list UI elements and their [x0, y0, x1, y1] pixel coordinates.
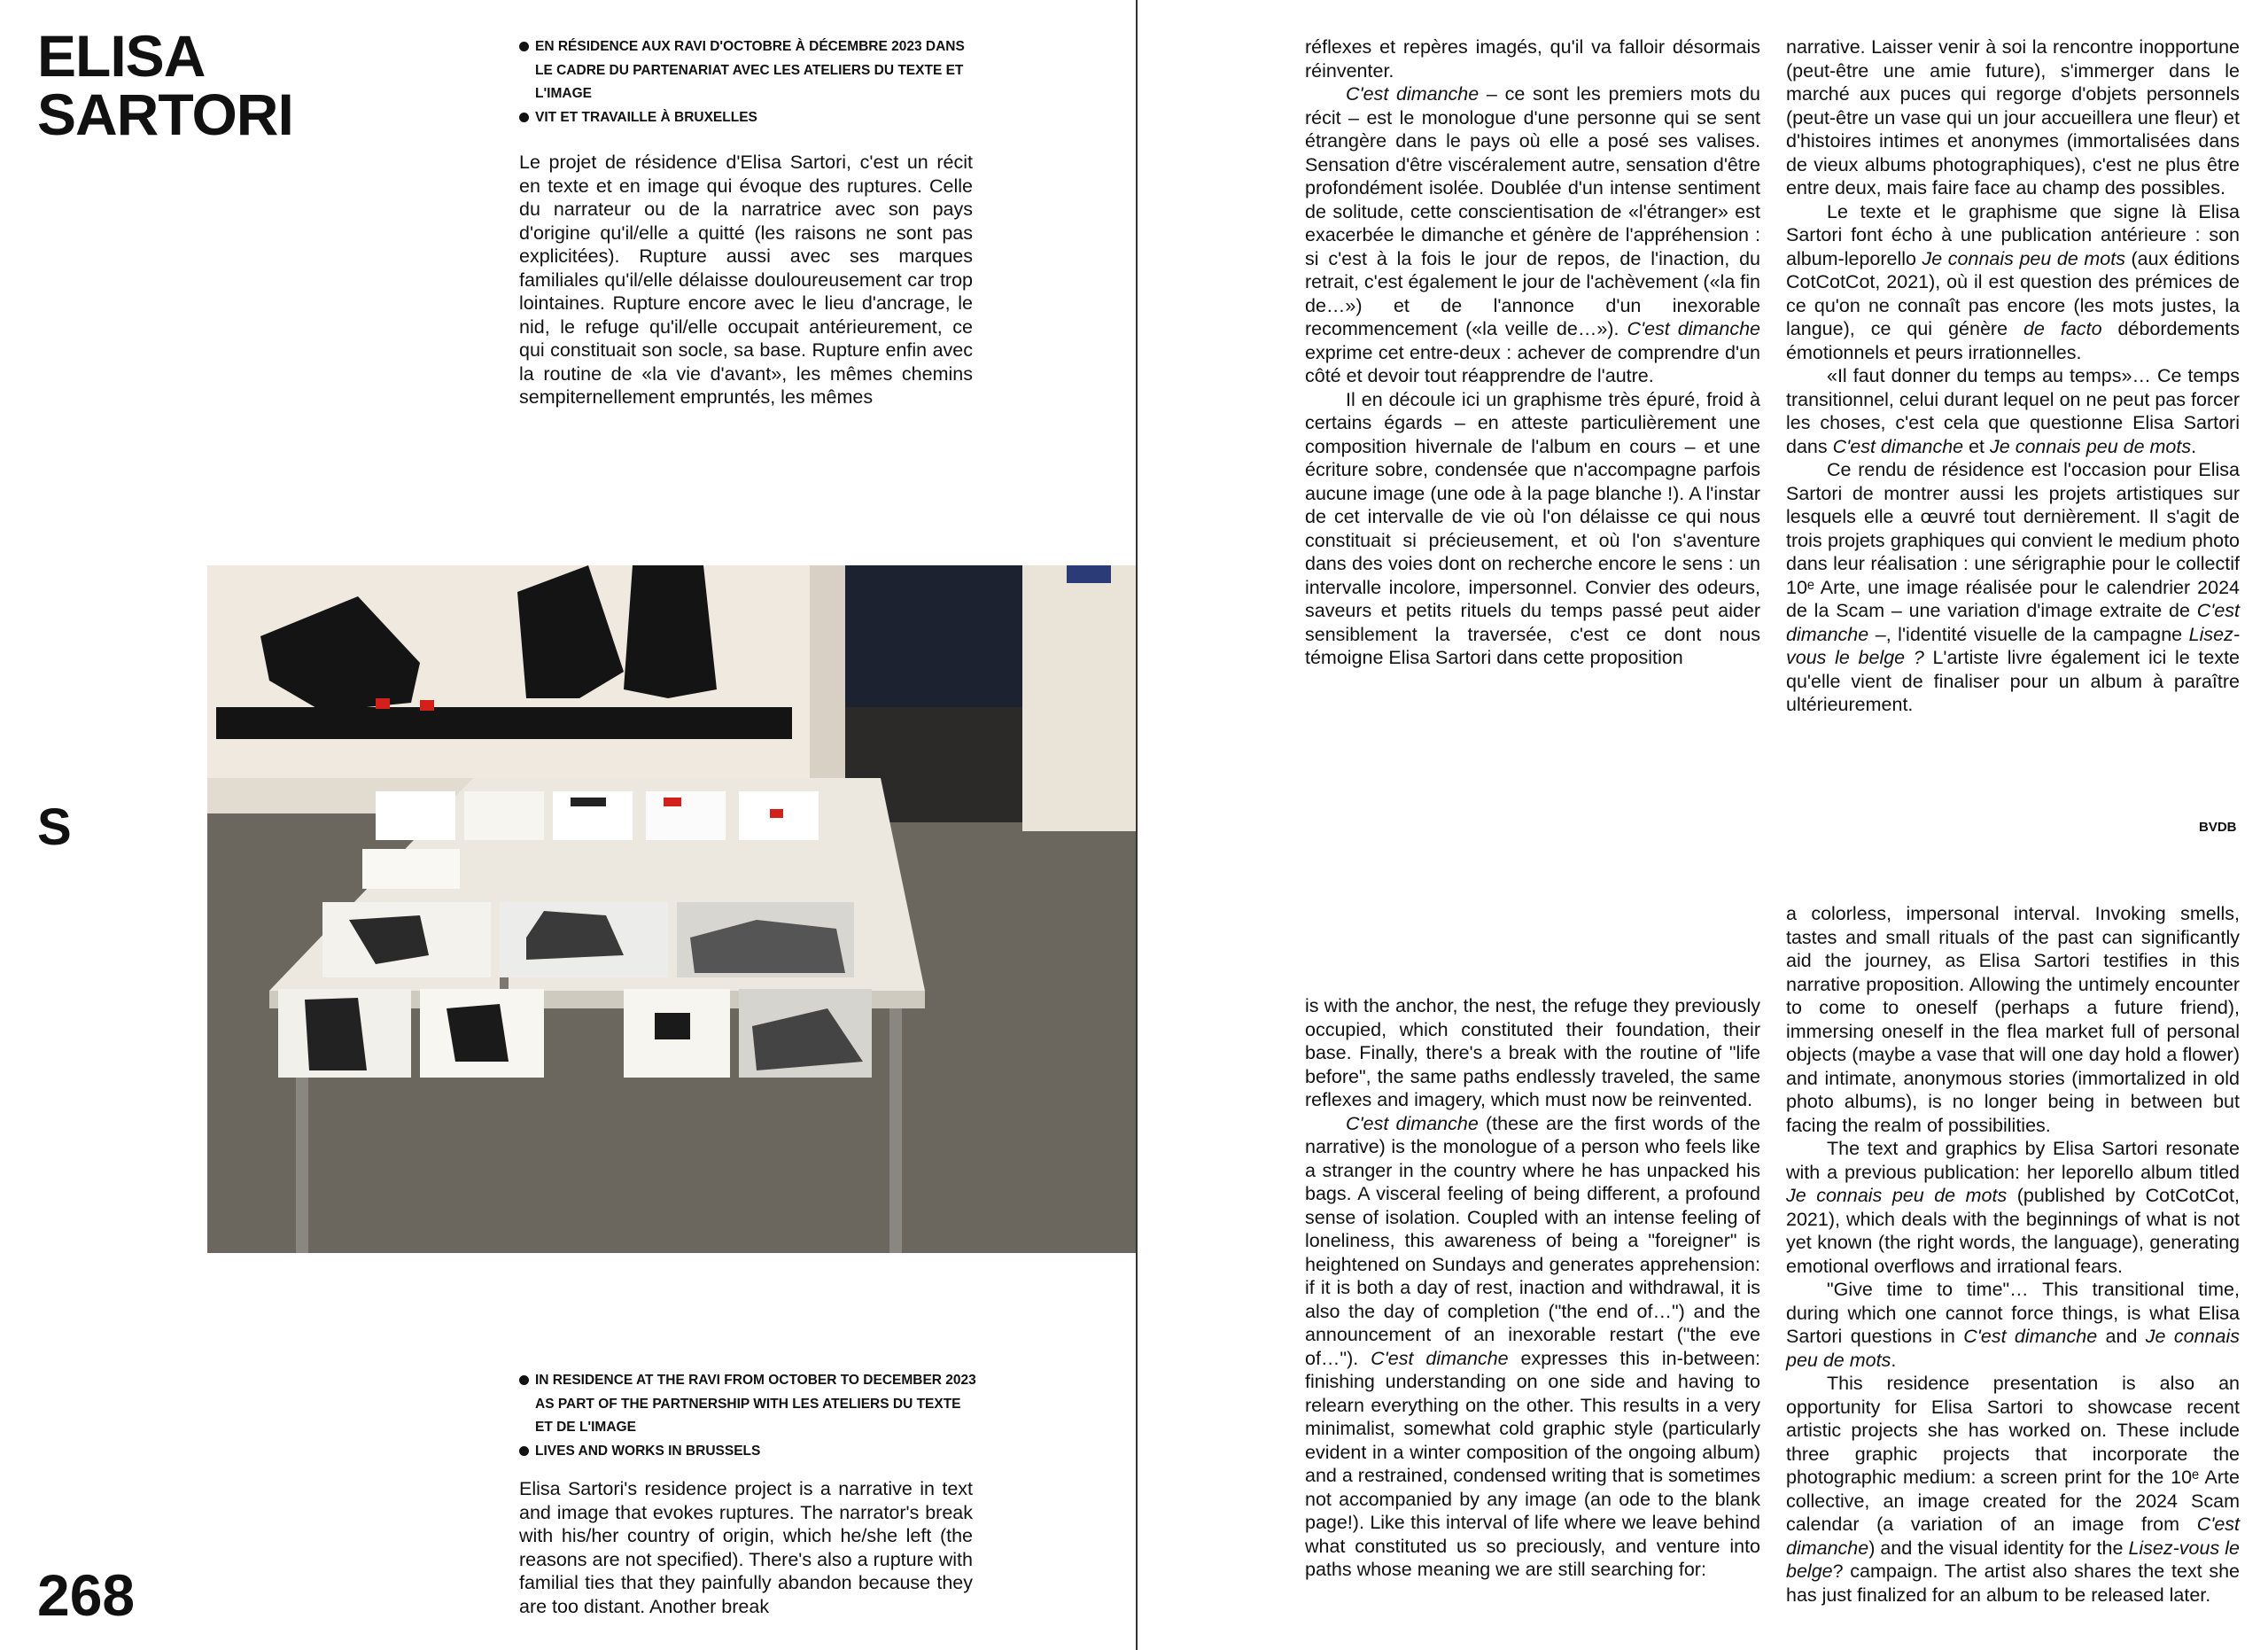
fr-col4-p4b: –, l'identité visuelle de la campagne: [1868, 623, 2189, 645]
author-name-line2: SARTORI: [37, 82, 293, 147]
author-name-line1: ELISA: [37, 23, 206, 89]
en-col4-p2a: The text and graphics by Elisa Sartori resonate with a previous publication: her leporello album titled: [1786, 1138, 2240, 1183]
term-de-facto: de facto: [2023, 318, 2102, 339]
page-number: 268: [37, 1562, 136, 1628]
fr-col3-paragraph-1: réflexes et repères imagés, qu'il va falloir désormais réinventer.: [1305, 36, 1760, 82]
title-je-connais: Je connais peu de mots: [1786, 1185, 2008, 1206]
fr-col3-p2-text: – ce sont les premiers mots du récit – est le monologue d'une personne qui se sent étrangère dans le pays où elle a posé ses valises. Sensation d'être viscéralement autre, sensation d'être profondément isolée. Doublée d'un intense sentiment de solitude, cette conscientisation de «l'étranger» est exacerbée le dimanche et génère de l'appréhension : si c'est à la fois le jour de repos, de l'inaction, du retrait, c'est également le jour de l'achèvement («la fin de…») et de l'annonce d'un inexorable recommencement («la veille de…»).: [1305, 83, 1760, 339]
title-cest-dimanche: C'est dimanche: [1346, 83, 1480, 105]
title-cest-dimanche: C'est dimanche: [1786, 600, 2240, 645]
en-col4-p3a: "Give time to time"… This transitional time, during which one cannot force things, is what Elisa Sartori questions in: [1786, 1279, 2240, 1347]
en-intro-text: [519, 1477, 973, 1618]
en-intro-paragraph: Elisa Sartori's residence project is a narrative in text and image that evokes ruptures. The narrator's break with his/her country of origin, which he/she left (the reasons are not specified). There's also a rupture with familial ties that they painfully abandon because they are too distant. Another break: [519, 1478, 973, 1617]
en-col4-p4a: This residence presentation is also an opportunity for Elisa Sartori to showcase recent artistic projects she has worked on. These include three graphic projects that incorporate the photographic medium: a screen print for the 10ᵉ Arte collective, an image created for the 2024 Scam calendar (a variation of an image from: [1786, 1373, 2240, 1535]
title-cest-dimanche: C'est dimanche: [1627, 318, 1760, 339]
title-cest-dimanche: C'est dimanche: [1371, 1347, 1509, 1369]
fr-col4-paragraph-1: narrative. Laisser venir à soi la rencontre inopportune (peut-être une amie future), s'immerger dans le marché aux puces qui regorge d'objets personnels (peut-être un vase qui un jour accueillera une fleur) et d'histoires intimes et anonymes (immortalisées dans de vieux albums photographiques), c'est ne plus être entre deux, mais faire face au champ des possibles.: [1786, 36, 2240, 198]
fr-col4-p2b: (aux éditions CotCotCot, 2021), où il est question des prémices de ce qu'on ne connaît pas encore (les mots justes, la langue), ce qui génère: [1786, 247, 2240, 339]
fr-column-3: [1305, 35, 1760, 670]
en-bio-bullets: [519, 1369, 980, 1463]
fr-bullet-location: VIT ET TRAVAILLE À BRUXELLES: [519, 106, 980, 130]
fr-col4-p4c: L'artiste livre également ici le texte qu'elle vient de finaliser pour un album à paraître ultérieurement.: [1786, 647, 2240, 715]
en-column-3: [1305, 994, 1760, 1582]
en-col4-paragraph-1: a colorless, impersonal interval. Invoking smells, tastes and small rituals of the past can significantly aid the journey, as Elisa Sartori testifies in this narrative proposition. Allowing the untimely encounter to come to oneself (perhaps a future friend), immersing oneself in the flea market full of personal objects (maybe a vase that will one day hold a flower) and intimate, anonymous stories (immortalized in old photo albums), is no longer being in between but facing the realm of possibilities.: [1786, 903, 2240, 1136]
en-col4-p4c: ? campaign. The artist also shares the text she has just finalized for an album to be released later.: [1786, 1560, 2240, 1606]
fr-col4-paragraph-3: [1786, 364, 2240, 458]
fr-col3-paragraph-3: Il en découle ici un graphisme très épuré, froid à certains égards – en atteste particulièrement une composition hivernale de l'album en cours – et une écriture sobre, condensée que n'accompagne parfois aucune image (une ode à la page blanche !). A l'instar de cet intervalle de vie où l'on délaisse ce qui nous constituait si précieusement, et où l'on s'aventure dans des voies dont on recherche encore le sens : un intervalle incolore, impersonnel. Convier des odeurs, saveurs et petits rituels du temps passé peut aider sensiblement la traversée, c'est ce dont nous témoigne Elisa Sartori dans cette proposition: [1305, 388, 1760, 668]
exhibition-photo: [207, 565, 1136, 1253]
en-bullet-location: LIVES AND WORKS IN BRUSSELS: [519, 1440, 980, 1464]
en-col4-p4b: ) and the visual identity for the: [1868, 1537, 2129, 1559]
title-je-connais: Je connais peu de mots: [1786, 1326, 2240, 1371]
title-je-connais: Je connais peu de mots: [1922, 247, 2125, 269]
fr-col4-p4a: Ce rendu de résidence est l'occasion pour Elisa Sartori de montrer aussi les projets artistiques sur lesquels elle a œuvré tout dernièrement. Il s'agit de trois projets graphiques qui convient le medium photo dans leur réalisation : une sérigraphie pour le collectif 10ᵉ Arte, une image réalisée pour le calendrier 2024 de la Scam – une variation d'image extraite de: [1786, 459, 2240, 621]
fr-col4-p2a: Le texte et le graphisme que signe là Elisa Sartori font écho à une publication antérieure : son album-leporello: [1786, 200, 2240, 269]
fr-column-4: [1786, 35, 2240, 717]
fr-col4-p3a: «Il faut donner du temps au temps»… Ce temps transitionnel, celui durant lequel on ne peut pas forcer les choses, c'est cela que questionne Elisa Sartori dans: [1786, 365, 2240, 457]
fr-col3-p2b-text: exprime cet entre-deux : achever de comprendre d'un côté et devoir tout réapprendre de l'autre.: [1305, 341, 1760, 386]
en-col4-paragraph-3: [1786, 1278, 2240, 1372]
fr-intro-text: [519, 151, 973, 409]
title-cest-dimanche: C'est dimanche: [1346, 1112, 1479, 1134]
title-cest-dimanche: C'est dimanche: [1786, 1514, 2240, 1559]
fr-col4-p3c: .: [2191, 435, 2197, 457]
fr-col4-paragraph-4: [1786, 458, 2240, 717]
title-cest-dimanche: C'est dimanche: [1963, 1326, 2098, 1347]
fr-col4-p2c: débordements émotionnels et peurs irrationnelles.: [1786, 318, 2241, 363]
en-col4-p2b: (published by CotCotCot, 2021), which deals with the beginnings of what is not yet known (the right words, the language), generating emotional overflows and irrational fears.: [1786, 1185, 2240, 1277]
en-col4-paragraph-2: [1786, 1137, 2240, 1278]
author-name: [37, 23, 293, 147]
fr-intro-paragraph: Le projet de résidence d'Elisa Sartori, c'est un récit en texte et en image qui évoque des ruptures. Celle du narrateur ou de la narratrice avec son pays d'origine qu'il/elle a quitté (les raisons ne sont pas explicitées). Rupture aussi avec ses marques familiales qu'il/elle délaisse douloureusement car trop lointaines. Rupture encore avec le lieu d'ancrage, le nid, le refuge qu'il/elle occupait antérieurement, ce qui constituait son socle, sa base. Rupture enfin avec la routine de «la vie d'avant», les mêmes chemins sempiternellement empruntés, les mêmes: [519, 152, 973, 408]
en-bullet-residence: IN RESIDENCE AT THE RAVI FROM OCTOBER TO DECEMBER 2023 AS PART OF THE PARTNERSHIP WITH LES ATELIERS DU TEXTE ET DE L'IMAGE: [519, 1369, 980, 1440]
en-column-4: [1786, 902, 2240, 1607]
fr-bio-bullets: [519, 35, 980, 129]
section-letter: S: [37, 798, 72, 856]
en-col4-paragraph-4: [1786, 1372, 2240, 1607]
title-cest-dimanche: C'est dimanche: [1832, 435, 1964, 457]
en-col3-paragraph-1: is with the anchor, the nest, the refuge they previously occupied, which constituted their foundation, their base. Finally, there's a break with the routine of "life before", the same paths endlessly traveled, the same reflexes and imagery, which must now be reinvented.: [1305, 995, 1760, 1110]
fr-col4-paragraph-2: [1786, 200, 2240, 365]
en-col4-p3b: and: [2097, 1326, 2146, 1347]
en-col3-p2a: (these are the first words of the narrative) is the monologue of a person who feels like a stranger in the country where he has unpacked his bags. A visceral feeling of being different, a profound sense of isolation. Coupled with an intense feeling of loneliness, this awareness of being a "foreigner" is heightened on Sundays and generates apprehension: if it is both a day of rest, inaction and withdrawal, it is also the day of completion ("the end of…") and the announcement of an inexorable restart ("the eve of…").: [1305, 1112, 1760, 1369]
fr-col3-paragraph-2: [1305, 82, 1760, 388]
fr-bullet-residence: EN RÉSIDENCE AUX RAVI D'OCTOBRE À DÉCEMBRE 2023 DANS LE CADRE DU PARTENARIAT AVEC LES ATELIERS DU TEXTE ET L'IMAGE: [519, 35, 980, 106]
title-lisez-vous: Lisez-vous le belge ?: [1786, 623, 2240, 668]
en-col3-p2b: expresses this in-between: finishing understanding on one side and having to relearn everything on the other. This results in a very minimalist, somewhat cold graphic style (particularly evident in a winter composition of the ongoing album) and a restrained, condensed writing that is sometimes not accompanied by any image (an ode to the blank page!). Like this interval of life where we leave behind what constituted us so preciously, and venture into paths whose meaning we are still searching for:: [1305, 1347, 1760, 1580]
fr-col4-p3b: et: [1963, 435, 1991, 457]
en-col4-p3c: .: [1891, 1349, 1897, 1371]
en-col3-paragraph-2: [1305, 1112, 1760, 1582]
title-lisez-vous: Lisez-vous le belge: [1786, 1537, 2240, 1582]
author-signature: BVDB: [2199, 820, 2237, 835]
page-gutter: [1136, 0, 1138, 1650]
title-je-connais: Je connais peu de mots: [1990, 435, 2192, 457]
